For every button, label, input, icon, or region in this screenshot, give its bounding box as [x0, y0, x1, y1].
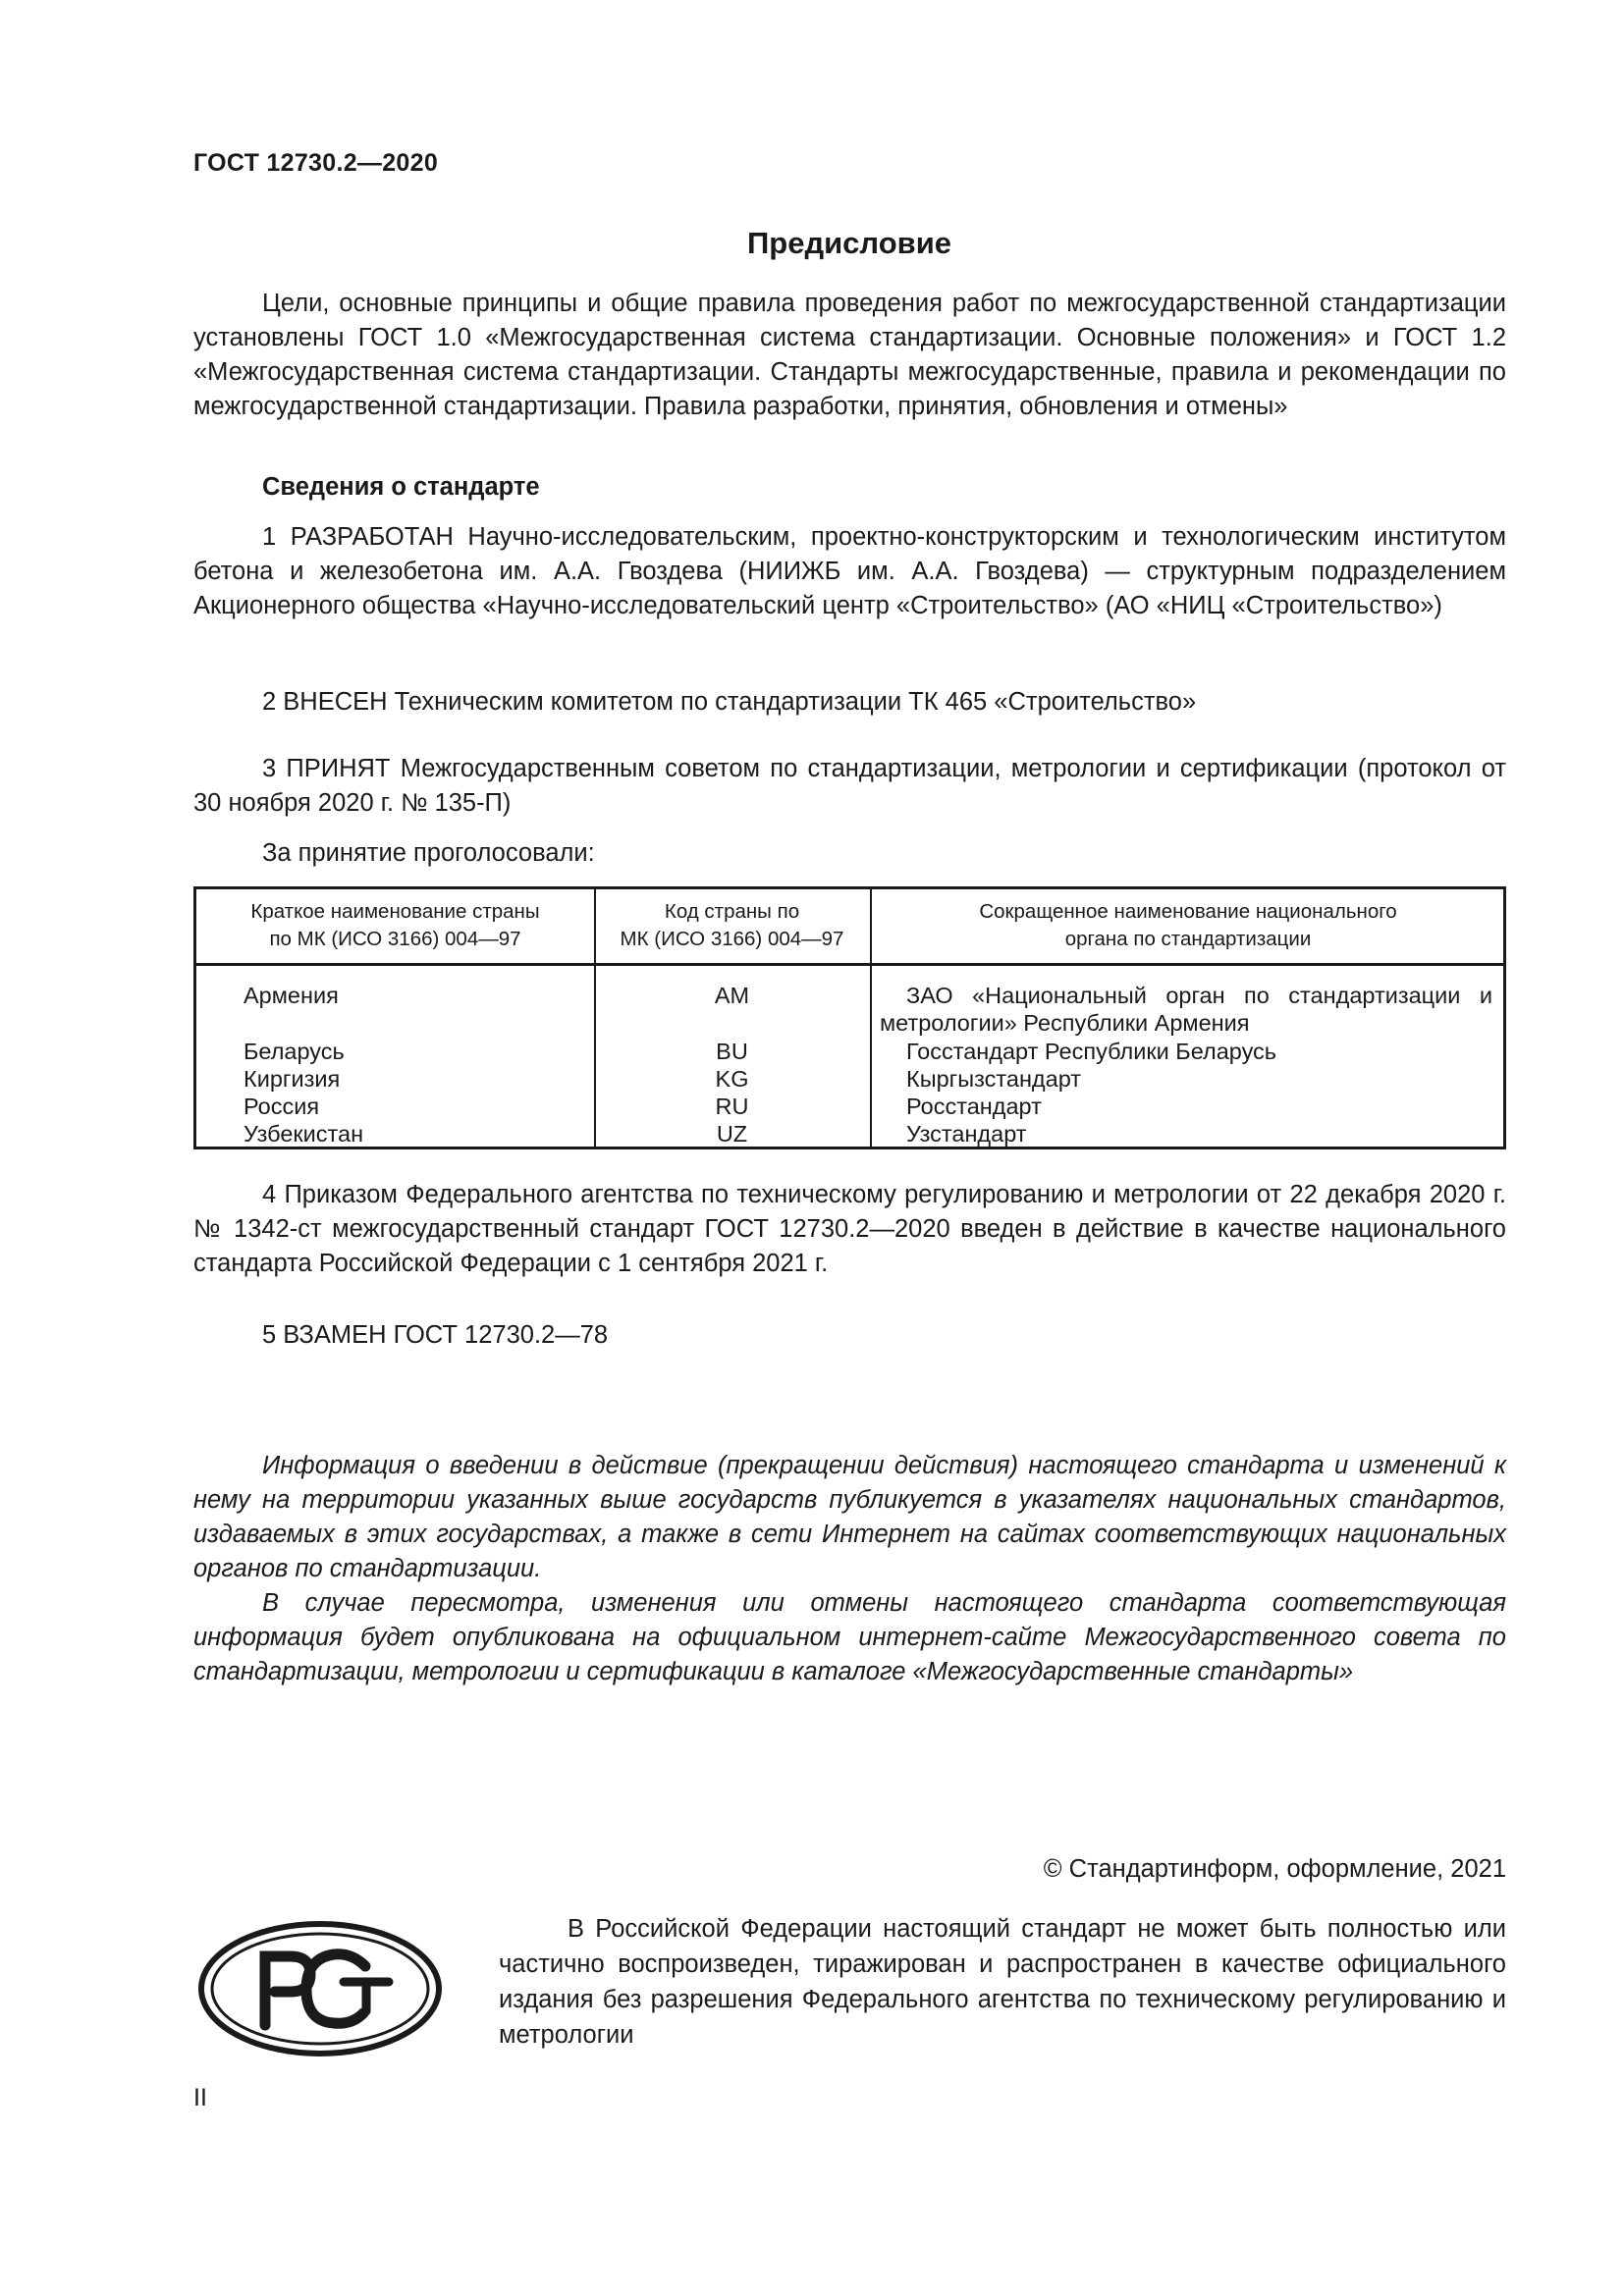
item-enacted [193, 1178, 1506, 1281]
row-country: Россия [244, 1094, 320, 1119]
info-revision-text: В случае пересмотра, изменения или отмены настоящего стандарта соответствующая информация будет опубликована на официальном интернет-сайте Межгосударственного совета по стандартизации, метрологии и сертификации в каталоге «Межгосударственные стандарты» [193, 1589, 1506, 1685]
item-adopted [193, 752, 1506, 821]
rst-logo [196, 1919, 444, 2063]
header-body-line2: органа по стандартизации [1064, 928, 1312, 950]
item-replaces-text: 5 ВЗАМЕН ГОСТ 12730.2—78 [262, 1321, 609, 1349]
rst-logo-icon [196, 1919, 444, 2058]
voting-table [193, 886, 1506, 1149]
row-code: RU [715, 1094, 749, 1119]
row-code: AM [714, 983, 750, 1008]
rst-logo-text: РСТ [320, 1993, 322, 1994]
item-developed-text: 1 РАЗРАБОТАН Научно-исследовательским, проектно-конструкторским и технологическим институтом бетона и железобетона им. А.А. Гвоздева (НИИЖБ им. А.А. Гвоздева) — структурным подразделением Акционерного общества «Научно-исследовательский центр «Строительство» (АО «НИЦ «Строительство») [193, 523, 1506, 619]
header-country-line1: Краткое наименование страны [250, 900, 540, 923]
item-developed [193, 520, 1506, 623]
document-code: ГОСТ 12730.2—2020 [193, 149, 439, 177]
row-body: Кыргызстандарт [906, 1066, 1082, 1092]
standard-info-heading: Сведения о стандарте [262, 473, 540, 501]
header-body-line1: Сокращенное наименование национального [979, 900, 1397, 923]
table-header-divider [196, 963, 1503, 966]
header-country [196, 898, 594, 953]
page-title: Предисловие [746, 226, 951, 260]
info-revision [193, 1586, 1506, 1689]
item-replaces [193, 1318, 1506, 1353]
row-body: Узстандарт [906, 1121, 1027, 1147]
page-number: II [193, 2084, 207, 2111]
header-country-line2: по МК (ИСО 3166) 004—97 [269, 928, 521, 950]
info-publication [193, 1449, 1506, 1586]
item-submitted [193, 685, 1506, 720]
preface-intro-text: Цели, основные принципы и общие правила проведения работ по межгосударственной стандартизации установлены ГОСТ 1.0 «Межгосударственная система стандартизации. Основные положения» и ГОСТ 1.2 «Межгосударственная система стандартизации. Стандарты межгосударственные, правила и рекомендации по межгосударственной стандартизации. Правила разработки, принятия, обновления и отмены» [193, 290, 1506, 420]
reproduction-notice-text: В Российской Федерации настоящий стандарт не может быть полностью или частично воспроизведен, тиражирован и распространен в качестве официального издания без разрешения Федерального агентства по техническому регулированию и метрологии [499, 1915, 1506, 2049]
row-body: Росстандарт [906, 1094, 1042, 1119]
header-code-line2: МК (ИСО 3166) 004—97 [620, 928, 844, 950]
row-body: Госстандарт Республики Беларусь [906, 1039, 1277, 1064]
row-country: Узбекистан [244, 1121, 364, 1147]
preface-intro [193, 287, 1506, 424]
info-publication-text: Информация о введении в действие (прекращении действия) настоящего стандарта и изменений к нему на территории указанных выше государств публикуется в указателях национальных стандартов, издаваемых в этих государствах, а также в сети Интернет на сайтах соответствующих национальных органов по стандартизации. [193, 1452, 1506, 1582]
header-code [594, 898, 870, 953]
row-body-line1: ЗАО «Национальный орган по стандартизации и [906, 983, 1492, 1008]
header-body [870, 898, 1506, 953]
item-submitted-text: 2 ВНЕСЕН Техническим комитетом по стандартизации ТК 465 «Строительство» [262, 688, 1197, 716]
row-country: Беларусь [244, 1039, 345, 1064]
header-code-line1: Код страны по [664, 900, 800, 923]
row-country: Армения [244, 983, 339, 1008]
row-code: BU [716, 1039, 748, 1064]
copyright: © Стандартинформ, оформление, 2021 [1043, 1855, 1506, 1883]
item-adopted-text: 3 ПРИНЯТ Межгосударственным советом по стандартизации, метрологии и сертификации (протокол от 30 ноября 2020 г. № 135-П) [193, 755, 1506, 817]
row-code: KG [715, 1066, 749, 1092]
row-country: Киргизия [244, 1066, 341, 1092]
row-body [880, 982, 1492, 1009]
voted-label: За принятие проголосовали: [262, 839, 595, 867]
row-body-line2: метрологии» Республики Армения [880, 1010, 1250, 1036]
item-enacted-text: 4 Приказом Федерального агентства по техническому регулированию и метрологии от 22 декабря 2020 г. № 1342-ст межгосударственный стандарт ГОСТ 12730.2—2020 введен в действие в качестве национального стандарта Российской Федерации с 1 сентября 2021 г. [193, 1181, 1506, 1277]
row-code: UZ [716, 1121, 748, 1147]
reproduction-notice [499, 1911, 1506, 2053]
